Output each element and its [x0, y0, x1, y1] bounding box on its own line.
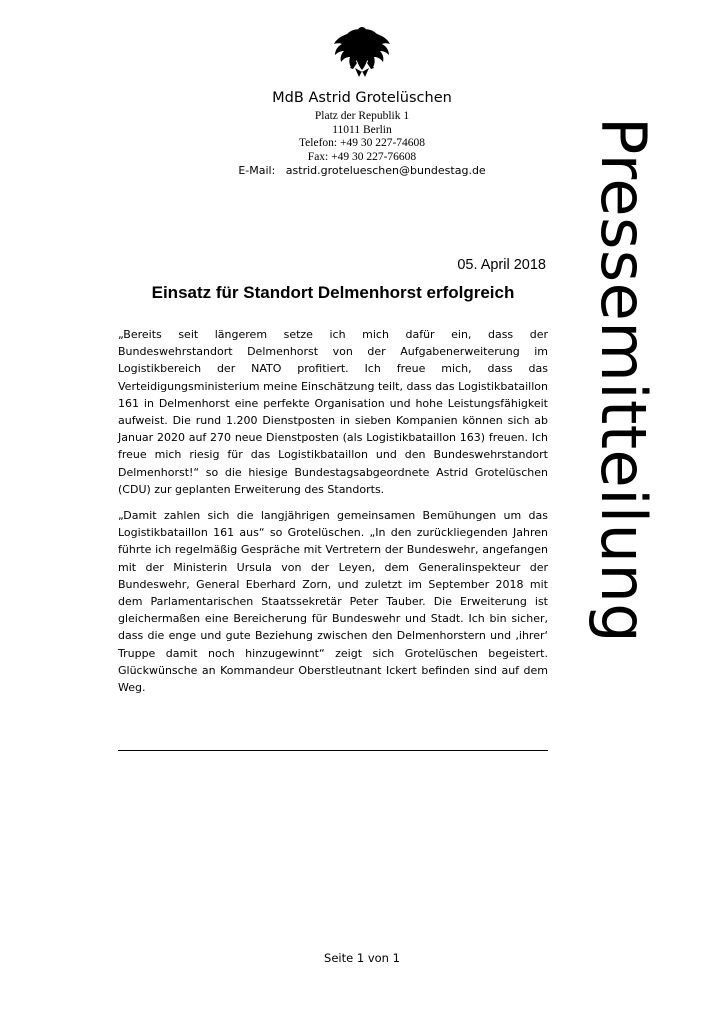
body-paragraph-1: „Bereits seit längerem setze ich mich dafür ein, dass der Bundeswehrstandort Delmenhorst von der Aufgabenerweiterung im Logistikbereich der NATO profitiert. Ich freue mich, dass das Verteidigungsministerium meine Einschätzung teilt, dass das Logistikbataillon 161 in Delmenhorst eine perfekte Organisation und hohe Leistungsfähigkeit aufweist. Die rund 1.200 Dienstposten in sieben Kompanien können sich ab Januar 2020 auf 270 neue Dienstposten (als Logistikbataillon 163) freuen. Ich freue mich riesig für das Logistikbataillon und den Bundeswehrstandort Delmenhorst!“ so die hiesige Bundestagsabgeordnete Astrid Grotelüschen (CDU) zur geplanten Erweiterung des Standorts.: [118, 328, 548, 496]
bundestag-eagle-logo: [333, 24, 391, 78]
email-address[interactable]: astrid.grotelueschen@bundestag.de: [285, 164, 486, 177]
address-fax: Fax: +49 30 227-76608: [307, 150, 417, 163]
release-date: 05. April 2018: [457, 257, 546, 273]
address-city: 11011 Berlin: [332, 123, 392, 136]
press-headline: Einsatz für Standort Delmenhorst erfolgreich: [151, 283, 515, 302]
side-title-pressemitteilung: Pressemitteilung: [587, 117, 660, 644]
body-paragraph-2: „Damit zahlen sich die langjährigen gemeinsamen Bemühungen um das Logistikbataillon 161 aus“ so Grotelüschen. „In den zurückliegenden Jahren führte ich regelmäßig Gespräche mit Vertretern der Bundeswehr, angefangen mit der Ministerin Ursula von der Leyen, dem Generalinspekteur der Bundeswehr, General Eberhard Zorn, und zuletzt im September 2018 mit dem Parlamentarischen Staatssekretär Peter Tauber. Die Erweiterung ist gleichermaßen eine Bereicherung für Bundeswehr und Stadt. Ich bin sicher, dass die enge und gute Beziehung zwischen den Delmenhorstern und ‚ihrer‘ Truppe damit noch hinzugewinnt“ zeigt sich Grotelüschen begeistert. Glückwünsche an Kommandeur Oberstleutnant Ickert befinden sind auf dem Weg.: [118, 509, 548, 695]
address-street: Platz der Republik 1: [314, 110, 410, 122]
email-label: E-Mail:: [238, 164, 276, 177]
address-phone: Telefon: +49 30 227-74608: [298, 137, 426, 149]
letterhead-name: MdB Astrid Grotelüschen: [272, 90, 452, 106]
press-body: [118, 326, 548, 705]
closing-divider: [118, 750, 548, 751]
page-footer: Seite 1 von 1: [324, 951, 400, 965]
